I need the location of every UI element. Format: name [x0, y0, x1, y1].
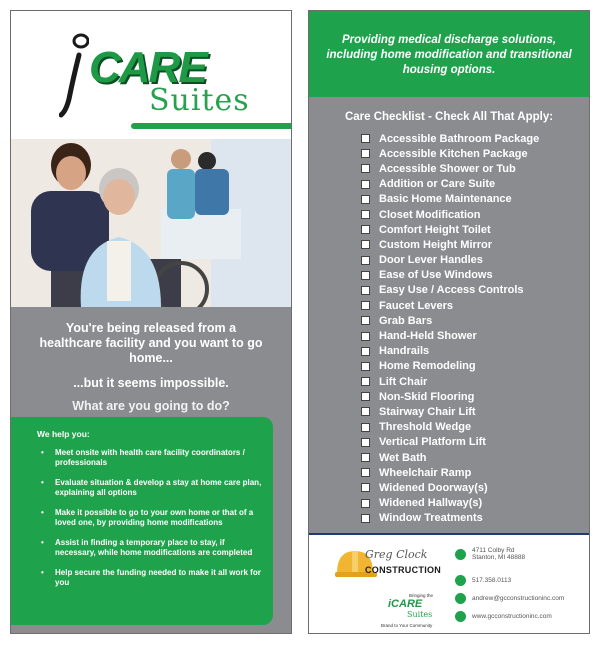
- company-construction: CONSTRUCTION: [365, 565, 442, 575]
- checkbox[interactable]: [361, 377, 370, 386]
- help-item: • Evaluate situation & develop a stay at home care plan, explaining all options: [37, 478, 263, 498]
- checklist-label: Ease of Use Windows: [379, 269, 493, 282]
- checkbox[interactable]: [361, 149, 370, 158]
- checklist-item: [361, 420, 539, 435]
- checklist-item: [361, 359, 539, 374]
- checkbox[interactable]: [361, 407, 370, 416]
- checklist-label: Basic Home Maintenance: [379, 193, 512, 206]
- checkbox[interactable]: [361, 240, 370, 249]
- checklist-item: [361, 465, 539, 480]
- checklist-label: Grab Bars: [379, 314, 433, 327]
- help-item: • Help secure the funding needed to make it all work for you: [37, 568, 263, 588]
- help-item: • Make it possible to go to your own home or that of a loved one, by providing home modifications: [37, 508, 263, 528]
- checklist-label: Threshold Wedge: [379, 421, 472, 434]
- checklist-label: Accessible Kitchen Package: [379, 147, 528, 160]
- photo-illustration: [11, 139, 291, 307]
- checklist-item: [361, 253, 539, 268]
- checkbox[interactable]: [361, 438, 370, 447]
- checkbox[interactable]: [361, 195, 370, 204]
- right-panel: [308, 10, 590, 634]
- company-name: Greg Clock: [365, 548, 428, 561]
- checkbox[interactable]: [361, 468, 370, 477]
- location-pin-icon: [455, 549, 466, 560]
- checklist-item: [361, 374, 539, 389]
- checkbox[interactable]: [361, 453, 370, 462]
- checklist-item: [361, 177, 539, 192]
- checkbox[interactable]: [361, 271, 370, 280]
- checklist-label: Hand-Held Shower: [379, 330, 477, 343]
- checklist-label: Accessible Shower or Tub: [379, 162, 516, 175]
- intro-line-2: ...but it seems impossible.: [73, 376, 229, 390]
- checkbox[interactable]: [361, 286, 370, 295]
- checklist-item: [361, 344, 539, 359]
- checklist-label: Widened Doorway(s): [379, 481, 488, 494]
- contact-website: [455, 611, 552, 622]
- checklist-item: [361, 328, 539, 343]
- care-checklist: [309, 97, 589, 533]
- logo-suites-text: Suites: [149, 83, 250, 118]
- icare-suites-logo: [11, 11, 291, 139]
- company-footer: [309, 535, 589, 634]
- left-panel: [10, 10, 292, 634]
- email-address: andrew@gcconstructioninc.com: [472, 595, 565, 602]
- checklist-label: Accessible Bathroom Package: [379, 132, 540, 145]
- small-logo-care: iCARE: [388, 598, 423, 610]
- checkbox[interactable]: [361, 514, 370, 523]
- checklist-title: Care Checklist - Check All That Apply:: [344, 111, 554, 123]
- checklist-item: [361, 404, 539, 419]
- website-url: www.gcconstructioninc.com: [472, 613, 552, 620]
- checklist-item: [361, 222, 539, 237]
- checklist-label: Custom Height Mirror: [379, 238, 493, 251]
- checkbox[interactable]: [361, 483, 370, 492]
- checklist-item: [361, 496, 539, 511]
- logo-i-icon: [59, 29, 89, 119]
- checklist-item: [361, 480, 539, 495]
- checklist-item: [361, 313, 539, 328]
- checklist-item: [361, 283, 539, 298]
- checklist-label: Easy Use / Access Controls: [379, 284, 524, 297]
- address-line-1: 4711 Colby Rd: [472, 547, 515, 554]
- checkbox[interactable]: [361, 164, 370, 173]
- help-box: [11, 417, 273, 625]
- checklist-label: Door Lever Handles: [379, 254, 483, 267]
- checkbox[interactable]: [361, 210, 370, 219]
- checklist-label: Lift Chair: [379, 375, 428, 388]
- checklist-label: Vertical Platform Lift: [379, 436, 486, 449]
- discharge-banner: Providing medical discharge solutions, including home modification and transitional housing options.: [309, 11, 589, 97]
- contact-address: [455, 547, 525, 561]
- small-logo-suites: Suites: [407, 610, 433, 619]
- checkbox[interactable]: [361, 392, 370, 401]
- checklist-label: Stairway Chair Lift: [379, 405, 476, 418]
- checklist-label: Non-Skid Flooring: [379, 390, 475, 403]
- checklist-label: Wet Bath: [379, 451, 427, 464]
- bringing-text: Bringing the: [409, 593, 434, 598]
- checklist-label: Widened Hallway(s): [379, 497, 483, 510]
- phone-number: 517.358.0113: [472, 577, 512, 584]
- contact-phone: [455, 575, 511, 586]
- checklist-item: [361, 131, 539, 146]
- checklist-items: [361, 131, 539, 526]
- checkbox[interactable]: [361, 347, 370, 356]
- intro-question: What are you going to do?: [72, 399, 230, 413]
- checkbox[interactable]: [361, 316, 370, 325]
- checkbox[interactable]: [361, 301, 370, 310]
- checklist-label: Comfort Height Toilet: [379, 223, 491, 236]
- help-list: [37, 448, 263, 588]
- logo-care-text: CARE: [89, 43, 206, 92]
- phone-icon: [455, 575, 466, 586]
- website-icon: [455, 611, 466, 622]
- checklist-item: [361, 435, 539, 450]
- checklist-label: Home Remodeling: [379, 360, 476, 373]
- checkbox[interactable]: [361, 225, 370, 234]
- checklist-label: Addition or Care Suite: [379, 178, 496, 191]
- email-icon: [455, 593, 466, 604]
- contact-email: [455, 593, 564, 604]
- checklist-item: [361, 450, 539, 465]
- checkbox[interactable]: [361, 423, 370, 432]
- address-line-2: Stanton, MI 48888: [472, 554, 526, 561]
- checklist-item: [361, 192, 539, 207]
- checklist-label: Handrails: [379, 345, 430, 358]
- help-item: • Assist in finding a temporary place to stay, if necessary, while home modifications are completed: [37, 538, 263, 558]
- checklist-item: [361, 237, 539, 252]
- checklist-label: Window Treatments: [379, 512, 483, 525]
- checklist-item: [361, 161, 539, 176]
- checkbox[interactable]: [361, 134, 370, 143]
- checkbox[interactable]: [361, 256, 370, 265]
- checklist-item: [361, 298, 539, 313]
- checklist-item: [361, 207, 539, 222]
- help-title: We help you:: [37, 429, 90, 439]
- checkbox[interactable]: [361, 499, 370, 508]
- caregiver-photo: [11, 139, 291, 307]
- checklist-item: [361, 268, 539, 283]
- checkbox[interactable]: [361, 332, 370, 341]
- checklist-label: Faucet Levers: [379, 299, 453, 312]
- checkbox[interactable]: [361, 362, 370, 371]
- small-logo-tagline: Brand to Your Community: [381, 623, 433, 628]
- help-item: • Meet onsite with health care facility coordinators / professionals: [37, 448, 263, 468]
- checklist-item: [361, 389, 539, 404]
- checklist-label: Closet Modification: [379, 208, 481, 221]
- checkbox[interactable]: [361, 180, 370, 189]
- intro-line-1: You're being released from a healthcare facility and you want to go home...: [39, 321, 263, 365]
- checklist-item: [361, 511, 539, 526]
- checklist-label: Wheelchair Ramp: [379, 466, 472, 479]
- logo-underline: [131, 123, 292, 129]
- intro-text: [11, 321, 291, 413]
- checklist-item: [361, 146, 539, 161]
